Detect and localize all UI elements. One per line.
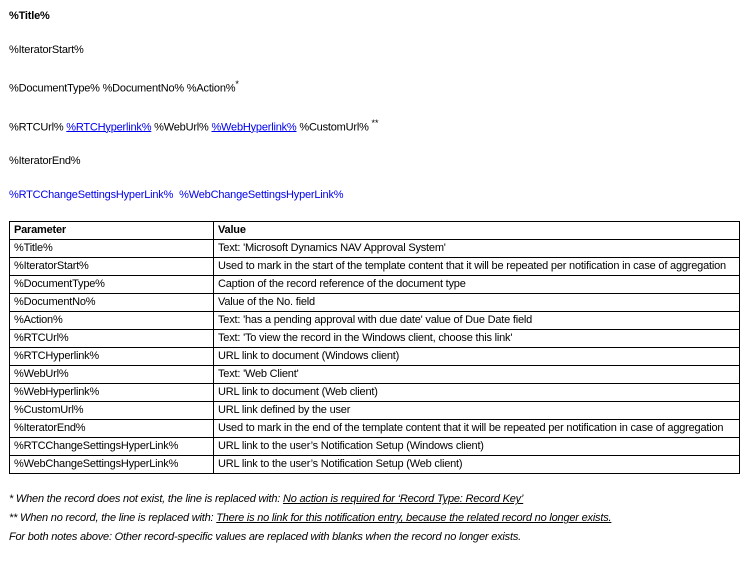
value-cell: URL link defined by the user [214,402,740,420]
table-row [10,312,740,330]
document-line [9,76,739,97]
rtc-change-settings-placeholder: %RTCChangeSettingsHyperLink% [9,189,174,202]
change-settings-line [9,187,739,203]
value-cell: Text: 'Web Client' [214,366,740,384]
value-cell: Caption of the record reference of the document type [214,276,740,294]
table-row [10,384,740,402]
parameter-column-header: Parameter [10,222,214,240]
web-url-placeholder: %WebUrl% [154,121,209,134]
table-row [10,294,740,312]
parameter-table-body [10,240,740,474]
parameter-cell: %CustomUrl% [10,402,214,420]
value-cell: URL link to the user’s Notification Setup (Web client) [214,456,740,474]
table-row [10,330,740,348]
parameter-cell: %RTCHyperlink% [10,348,214,366]
parameter-cell: %Action% [10,312,214,330]
footnote-both-notes [9,528,739,547]
value-cell: Used to mark in the start of the template content that it will be repeated per notification in case of aggregation [214,258,740,276]
value-cell: Text: 'Microsoft Dynamics NAV Approval System' [214,240,740,258]
table-header-row [10,222,740,240]
value-cell: Value of the No. field [214,294,740,312]
footnote-prefix: For both notes above: Other record-specific values are replaced with blanks when the record no longer exists. [9,531,521,544]
footnote-replacement-text: No action is required for ‘Record Type: Record Key’ [282,493,524,506]
parameter-cell: %DocumentType% [10,276,214,294]
value-cell: Used to mark in the end of the template content that it will be repeated per notification in case of aggregation [214,420,740,438]
value-cell: Text: 'has a pending approval with due date' value of Due Date field [214,312,740,330]
footnote-prefix: ** When no record, the line is replaced with: [9,512,217,525]
iterator-start-placeholder: %IteratorStart% [9,44,84,56]
parameter-cell: %Title% [10,240,214,258]
value-column-header: Value [214,222,740,240]
parameter-cell: %WebHyperlink% [10,384,214,402]
parameter-cell: %WebUrl% [10,366,214,384]
web-hyperlink[interactable]: %WebHyperlink% [211,121,297,134]
parameter-cell: %DocumentNo% [10,294,214,312]
value-cell: URL link to document (Windows client) [214,348,740,366]
footnote-marker-single: * [235,79,239,89]
table-row [10,420,740,438]
footnote-replacement-text: There is no link for this notification entry, because the related record no longer exists. [216,512,612,525]
footnote-prefix: * When the record does not exist, the line is replaced with: [9,493,283,506]
links-line [9,115,739,136]
table-row [10,438,740,456]
table-row [10,366,740,384]
parameter-cell: %IteratorEnd% [10,420,214,438]
rtc-hyperlink[interactable]: %RTCHyperlink% [66,121,152,134]
value-cell: URL link to the user’s Notification Setup (Windows client) [214,438,740,456]
table-row [10,258,740,276]
parameter-cell: %WebChangeSettingsHyperLink% [10,456,214,474]
iterator-end-placeholder: %IteratorEnd% [9,155,81,168]
parameter-cell: %RTCUrl% [10,330,214,348]
web-change-settings-placeholder: %WebChangeSettingsHyperLink% [179,189,344,202]
footnote-record-not-exist [9,490,739,509]
table-row [10,402,740,420]
footnotes [9,490,739,547]
footnote-marker-double: ** [371,117,379,128]
parameter-table [9,221,740,474]
table-row [10,348,740,366]
value-cell: Text: 'To view the record in the Windows client, choose this link' [214,330,740,348]
table-row [10,456,740,474]
table-row [10,240,740,258]
parameter-cell: %IteratorStart% [10,258,214,276]
template-title-placeholder: %Title% [9,10,50,22]
custom-url-placeholder: %CustomUrl% [299,121,369,134]
value-cell: URL link to document (Web client) [214,384,740,402]
table-row [10,276,740,294]
rtc-url-placeholder: %RTCUrl% [9,121,64,134]
document-placeholders: %DocumentType% %DocumentNo% %Action% [9,82,236,95]
parameter-cell: %RTCChangeSettingsHyperLink% [10,438,214,456]
footnote-no-record [9,509,739,528]
